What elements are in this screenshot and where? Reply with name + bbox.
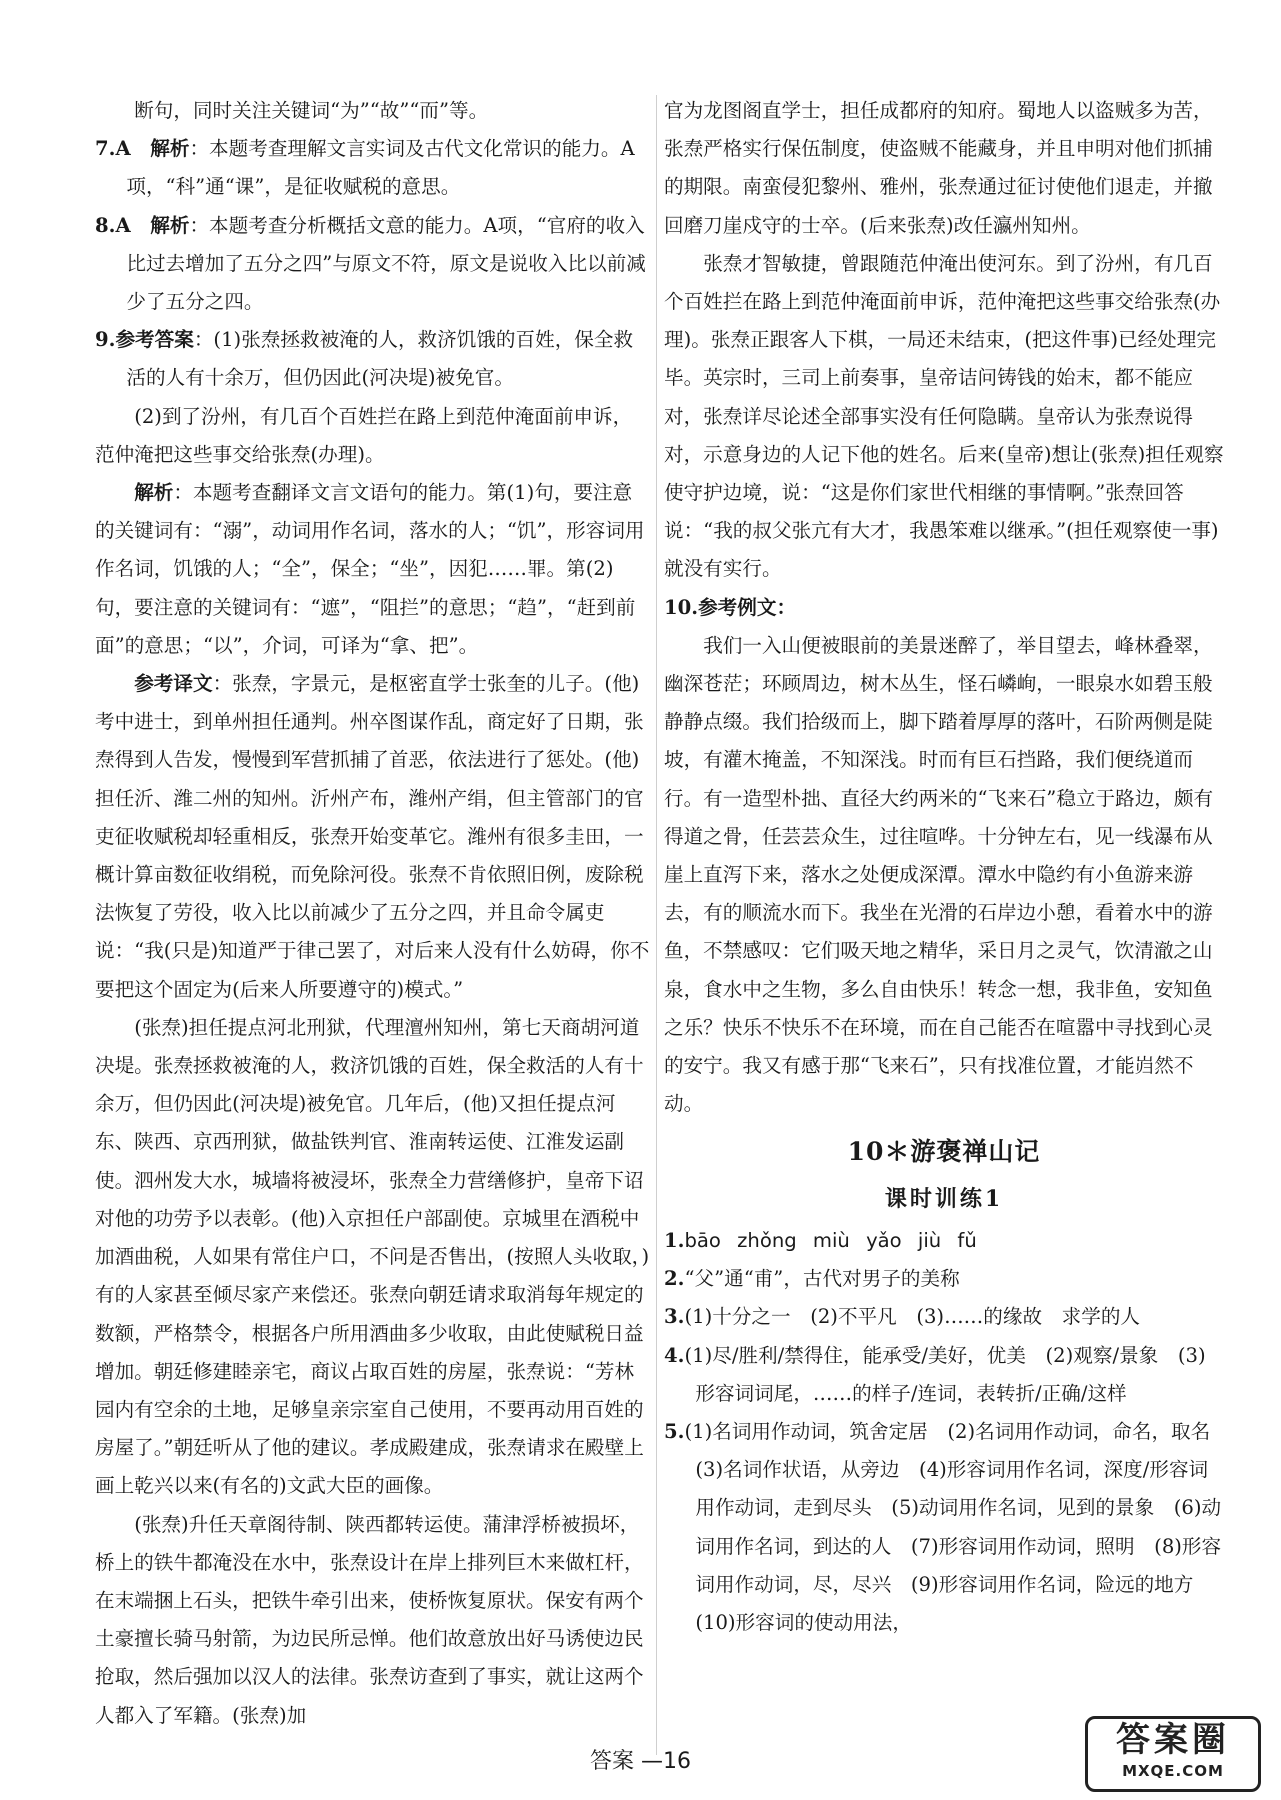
answer-10-number: 10. bbox=[664, 595, 699, 619]
answer-8-text: ：本题考查分析概括文意的能力。A项，“官府的收入比过去增加了五分之四”与原文不符，原文是说收入比以前减少了五分之四。 bbox=[126, 213, 646, 314]
translation-paragraph-5: 张焘才智敏捷，曾跟随范仲淹出使河东。到了汾州，有几百个百姓拦在路上到范仲淹面前申诉，范仲淹把这些事交给张焘(办理)。张焘正跟客人下棋，一局还未结束，(把这件事)已经处理完毕。英宗时，三司上前奏事，皇帝诘问铸钱的始末，都不能应对，张焘详尽论述全部事实没有任何隐瞒。皇帝认为张焘说得对，示意身边的人记下他的姓名。后来(皇帝)想让(张焘)担任观察使守护边境，说：“这是你们家世代相继的事情啊。”张焘回答说：“我的叔父张亢有大才，我愚笨难以继承。”(担任观察使一事)就没有实行。 bbox=[664, 251, 1224, 581]
translation-paragraph-2: (张焘)担任提点河北刑狱，代理澶州知州，第七天商胡河道决堤。张焘拯救被淹的人，救济饥饿的百姓，保全救活的人有十余万，但仍因此(河决堤)被免官。几年后，(他)又担任提点河东、陕西、京西刑狱，做盐铁判官、淮南转运使、江淮发运副使。泗州发大水，城墙将被浸坏，张焘全力营缮修护，皇帝下诏对他的功劳予以表彰。(他)入京担任户部副使。京城里在酒税中加酒曲税，人如果有常住户口，不问是否售出，(按照人头收取，)有的人家甚至倾尽家产来偿还。张焘向朝廷请求取消每年规定的数额，严格禁令，根据各户所用酒曲多少收取，由此使赋税日益增加。朝廷修建睦亲宅，商议占取百姓的房屋，张焘说：“芳林园内有空余的土地，足够皇亲宗室自己使用，不要再动用百姓的房屋了。”朝廷听从了他的建议。孝成殿建成，张焘请求在殿壁上画上乾兴以来(有名的)文武大臣的画像。 bbox=[95, 1015, 650, 1498]
exercise-5-number: 5. bbox=[664, 1419, 685, 1443]
section-title: 10＊游褒禅山记 bbox=[847, 1137, 1041, 1167]
page-footer: 答案 —16 bbox=[590, 1749, 691, 1774]
watermark-url: MXQE.COM bbox=[1122, 1762, 1224, 1780]
exercise-4-number: 4. bbox=[664, 1343, 685, 1367]
answer-9-label: 参考答案 bbox=[115, 328, 194, 352]
answer-9-part1: ：(1)张焘拯救被淹的人，救济饥饿的百姓，保全救活的人有十余万，但仍因此(河决堤)被免官。 bbox=[126, 328, 634, 390]
exercise-5 bbox=[664, 1413, 1230, 1642]
sample-essay: 我们一入山便被眼前的美景迷醉了，举目望去，峰林叠翠，幽深苍茫；环顾周边，树木丛生，怪石嶙峋，一眼泉水如碧玉般静静点缀。我们拾级而上，脚下踏着厚厚的落叶，石阶两侧是陡坡，有灌木掩盖，不知深浅。时而有巨石挡路，我们便绕道而行。有一造型朴拙、直径大约两米的“飞来石”稳立于路边，颇有得道之骨，任芸芸众生，过往喧哗。十分钟左右，见一线瀑布从崖上直泻下来，落水之处便成深潭。潭水中隐约有小鱼游来游去，有的顺流水而下。我坐在光滑的石岸边小憩，看着水中的游鱼，不禁感叹：它们吸天地之精华，采日月之灵气，饮清澈之山泉，食水中之生物，多么自由快乐！转念一想，我非鱼，安知鱼之乐？快乐不快乐不在环境，而在自己能否在喧嚣中寻找到心灵的安宁。我又有感于那“飞来石”，只有找准位置，才能岿然不动。 bbox=[664, 633, 1214, 1116]
answer-8-choice: A bbox=[115, 213, 131, 237]
left-column bbox=[95, 92, 650, 1735]
translation-label: 参考译文 bbox=[134, 672, 213, 696]
exercise-2-text: “父”通“甫”，古代对男子的美称 bbox=[684, 1267, 960, 1291]
answer-7-label: 解析 bbox=[150, 137, 190, 161]
exercise-3 bbox=[664, 1298, 1224, 1336]
answer-9 bbox=[95, 321, 650, 397]
exercise-1-pinyin: bāo zhǒng miù yǎo jiù fǔ bbox=[684, 1228, 977, 1252]
answer-7-number: 7. bbox=[95, 137, 116, 161]
exercise-1 bbox=[664, 1222, 1224, 1260]
translation-paragraph-4: 官为龙图阁直学士，担任成都府的知府。蜀地人以盗贼多为苦，张焘严格实行保伍制度，使盗贼不能藏身，并且申明对他们抓捕的期限。南蛮侵犯黎州、雅州，张焘通过征讨使他们退走，并撤回磨刀崖戍守的士卒。(后来张焘)改任瀛州知州。 bbox=[664, 99, 1213, 237]
answer-10 bbox=[664, 589, 1224, 627]
answer-7-choice: A bbox=[115, 137, 131, 161]
answer-8 bbox=[95, 207, 650, 322]
translation-paragraph-1 bbox=[95, 665, 650, 1009]
answer-10-label: 参考例文： bbox=[698, 595, 797, 619]
watermark-logo bbox=[1085, 1716, 1261, 1792]
exercise-1-number: 1. bbox=[664, 1228, 685, 1252]
exercise-2-number: 2. bbox=[664, 1267, 685, 1291]
exercise-2 bbox=[664, 1260, 1224, 1298]
answer-9-number: 9. bbox=[95, 328, 116, 352]
answer-9-analysis bbox=[95, 474, 650, 665]
analysis-label: 解析 bbox=[134, 481, 174, 505]
exercise-4-text: (1)尽/胜利/禁得住，能承受/美好，优美 (2)观察/景象 (3)形容词词尾，……的样子/连词，表转折/正确/这样 bbox=[684, 1343, 1206, 1405]
translation-paragraph-3: (张焘)升任天章阁待制、陕西都转运使。蒲津浮桥被损坏，桥上的铁牛都淹没在水中，张焘设计在岸上排列巨木来做杠杆，在末端捆上石头，把铁牛牵引出来，使桥恢复原状。保安有两个土豪擅长骑马射箭，为边民所忌惮。他们故意放出好马诱使边民抢取，然后强加以汉人的法律。张焘访查到了事实，就让这两个人都入了军籍。(张焘)加 bbox=[95, 1512, 644, 1727]
intro-text: 断句，同时关注关键词“为”“故”“而”等。 bbox=[134, 99, 489, 122]
analysis-text: ：本题考查翻译文言文语句的能力。第(1)句，要注意的关键词有：“溺”，动词用作名词，落水的人；“饥”，形容词用作名词，饥饿的人；“全”，保全；“坐”，因犯……罪。第(2)句，要注意的关键词有：“遮”，“阻拦”的意思；“趋”，“赶到前面”的意思；“以”，介词，可译为“拿、把”。 bbox=[95, 481, 645, 657]
answer-7 bbox=[95, 130, 650, 206]
exercise-4 bbox=[664, 1337, 1224, 1413]
watermark-text: 答案圈 bbox=[1116, 1720, 1230, 1760]
translation-text-1: ：张焘，字景元，是枢密直学士张奎的儿子。(他)考中进士，到单州担任通判。州卒图谋作乱，商定好了日期，张焘得到人告发，慢慢到军营抓捕了首恶，依法进行了惩处。(他)担任沂、潍二州的知州。沂州产布，潍州产绢，但主管部门的官吏征收赋税却轻重相反，张焘开始变革它。潍州有很多圭田，一概计算亩数征收绢税，而免除河役。张焘不肯依照旧例，废除税法恢复了劳役，收入比以前减少了五分之四，并且命令属吏说：“我(只是)知道严于律己罢了，对后来人没有什么妨碍，你不要把这个固定为(后来人所要遵守的)模式。” bbox=[95, 672, 650, 1001]
answer-8-number: 8. bbox=[95, 213, 116, 237]
answer-9-part2: (2)到了汾州，有几百个百姓拦在路上到范仲淹面前申诉，范仲淹把这些事交给张焘(办理)。 bbox=[95, 404, 633, 466]
column-divider bbox=[656, 95, 657, 1755]
answer-8-label: 解析 bbox=[150, 213, 190, 237]
answer-7-text: ：本题考查理解文言实词及古代文化常识的能力。A项，“科”通“课”，是征收赋税的意思。 bbox=[126, 137, 635, 199]
right-column bbox=[664, 92, 1230, 1642]
subsection-title: 课时训练1 bbox=[884, 1185, 1004, 1212]
exercise-5-text: (1)名词用作动词，筑舍定居 (2)名词用作动词，命名，取名 (3)名词作状语，从旁边 (4)形容词用作名词，深度/形容词用作动词，走到尽头 (5)动词用作名词，见到的景象 (6)动词用作名词，到达的人 (7)形容词用作动词，照明 (8)形容词用作动词，尽，尽兴 (9)形容词用作名词，险远的地方 (10)形容词的使动用法， bbox=[684, 1419, 1230, 1634]
exercise-3-text: (1)十分之一 (2)不平凡 (3)……的缘故 求学的人 bbox=[684, 1305, 1141, 1329]
exercise-3-number: 3. bbox=[664, 1305, 685, 1329]
